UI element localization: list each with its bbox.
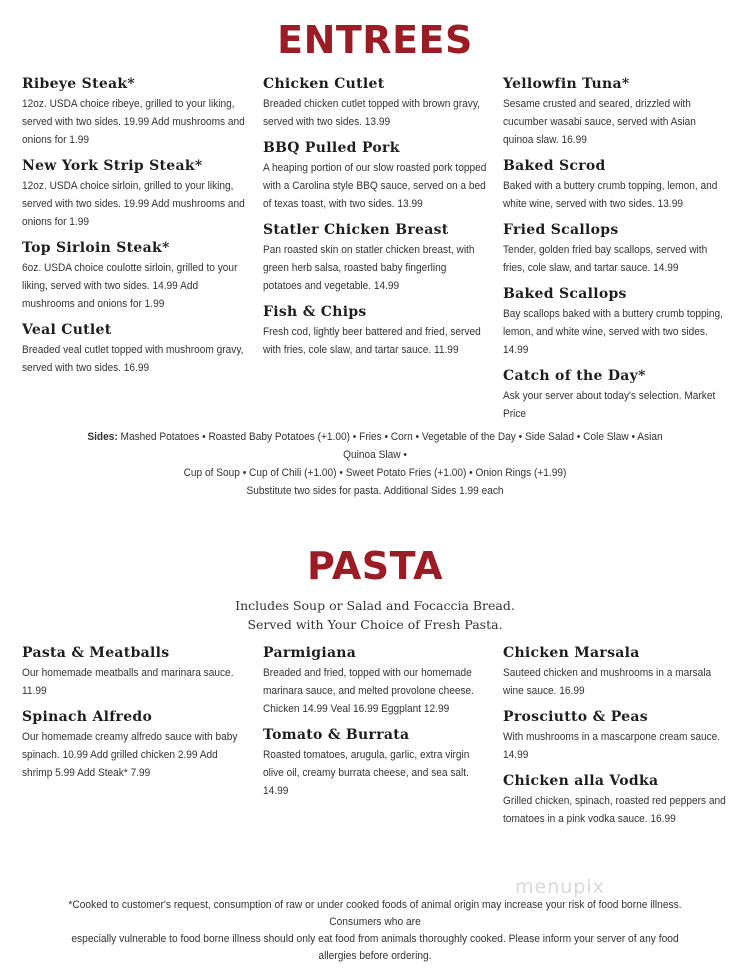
- menu-item: [263, 304, 489, 359]
- menu-item-name: Fish & Chips: [263, 304, 367, 320]
- menu-item: [503, 158, 729, 213]
- pasta-column-2: [263, 645, 489, 809]
- menu-item-description: 12oz. USDA choice sirloin, grilled to your liking, served with two sides. 19.99 Add mushrooms and onions for 1.99: [22, 180, 245, 228]
- pasta-heading: PASTA: [306, 544, 444, 588]
- menu-item-description: Bay scallops baked with a buttery crumb topping, lemon, and white wine, served with two sides. 14.99: [503, 308, 723, 356]
- menu-item: [263, 645, 489, 718]
- menu-item-name: BBQ Pulled Pork: [263, 140, 400, 156]
- sides-label: Sides:: [87, 431, 118, 443]
- menu-item-description: Our homemade creamy alfredo sauce with baby spinach. 10.99 Add grilled chicken 2.99 Add shrimp 5.99 Add Steak* 7.99: [22, 731, 238, 779]
- menu-item-name: Parmigiana: [263, 645, 357, 661]
- menu-item: [503, 773, 729, 828]
- menu-item-name: Chicken Marsala: [503, 645, 640, 661]
- menu-item-name: Baked Scrod: [503, 158, 606, 174]
- menu-item-description: Ask your server about today's selection. Market Price: [503, 390, 716, 420]
- entrees-column-3: [503, 76, 729, 432]
- menu-item-description: Sauteed chicken and mushrooms in a marsala wine sauce. 16.99: [503, 667, 712, 697]
- menu-item: [263, 76, 489, 131]
- menu-item-name: Yellowfin Tuna*: [503, 76, 630, 92]
- menu-item-name: Chicken Cutlet: [263, 76, 385, 92]
- menu-item-name: Fried Scallops: [503, 222, 619, 238]
- menu-item-description: Fresh cod, lightly beer battered and fried, served with fries, cole slaw, and tartar sauce. 11.99: [263, 326, 481, 356]
- menu-item-name: Spinach Alfredo: [22, 709, 153, 725]
- menu-item-name: Top Sirloin Steak*: [22, 240, 170, 256]
- menu-item-name: Ribeye Steak*: [22, 76, 136, 92]
- menu-item: [503, 709, 729, 764]
- menu-item: [263, 140, 489, 213]
- sides-block: [85, 428, 665, 500]
- menu-item: [22, 158, 248, 231]
- menu-item: [22, 76, 248, 149]
- menu-item-name: Prosciutto & Peas: [503, 709, 648, 725]
- sides-line-1: [85, 428, 665, 464]
- menu-item-description: With mushrooms in a mascarpone cream sauce. 14.99: [503, 731, 721, 761]
- menu-item-description: Breaded chicken cutlet topped with brown gravy, served with two sides. 13.99: [263, 98, 480, 128]
- pasta-intro-line-2: Served with Your Choice of Fresh Pasta.: [247, 617, 503, 632]
- menu-item-description: Roasted tomatoes, arugula, garlic, extra virgin olive oil, creamy burrata cheese, and sea salt. 14.99: [263, 749, 470, 797]
- menu-item-name: Pasta & Meatballs: [22, 645, 170, 661]
- menu-item-description: Sesame crusted and seared, drizzled with cucumber wasabi sauce, served with Asian quinoa slaw. 16.99: [503, 98, 696, 146]
- footnote-line-1: *Cooked to customer's request, consumption of raw or under cooked foods of animal origin may increase your risk of food borne illness. Consumers who are: [68, 899, 682, 928]
- entrees-column-1: [22, 76, 248, 386]
- menu-item-description: Baked with a buttery crumb topping, lemon, and white wine, served with two sides. 13.99: [503, 180, 718, 210]
- menu-item: [263, 222, 489, 295]
- menu-item: [22, 709, 248, 782]
- menu-item: [503, 286, 729, 359]
- menu-item: [22, 240, 248, 313]
- watermark-logo: menupix: [515, 876, 605, 898]
- menu-item-description: Our homemade meatballs and marinara sauce. 11.99: [22, 667, 234, 697]
- menu-item-description: Pan roasted skin on statler chicken breast, with green herb salsa, roasted baby fingerling potatoes and vegetable. 14.99: [263, 244, 475, 292]
- menu-item: [22, 322, 248, 377]
- footnote-line-2: especially vulnerable to food borne illness should only eat food from animals thoroughly cooked. Please inform your server of any food allergies before ordering.: [71, 933, 679, 962]
- pasta-intro: [0, 596, 750, 634]
- sides-note: Substitute two sides for pasta. Additional Sides 1.99 each: [246, 485, 504, 497]
- menu-item: [503, 645, 729, 700]
- menu-item-description: 6oz. USDA choice coulotte sirloin, grilled to your liking, served with two sides. 14.99 Add mushrooms and onions for 1.99: [22, 262, 238, 310]
- menu-item: [503, 76, 729, 149]
- menu-item-name: Baked Scallops: [503, 286, 627, 302]
- pasta-intro-line-1: Includes Soup or Salad and Focaccia Bread.: [235, 598, 515, 613]
- allergy-footnote: [54, 897, 696, 965]
- entrees-heading: ENTREES: [277, 18, 473, 62]
- pasta-column-1: [22, 645, 248, 791]
- sides-line-2: Cup of Soup • Cup of Chili (+1.00) • Sweet Potato Fries (+1.00) • Onion Rings (+1.99): [183, 467, 567, 479]
- menu-item-name: New York Strip Steak*: [22, 158, 203, 174]
- menu-item: [263, 727, 489, 800]
- menu-item-description: A heaping portion of our slow roasted pork topped with a Carolina style BBQ sauce, served on a bed of texas toast, with two sides. 13.99: [263, 162, 487, 210]
- menu-item-name: Catch of the Day*: [503, 368, 646, 384]
- menu-item-description: Breaded veal cutlet topped with mushroom gravy, served with two sides. 16.99: [22, 344, 244, 374]
- menu-item-description: 12oz. USDA choice ribeye, grilled to your liking, served with two sides. 19.99 Add mushrooms and onions for 1.99: [22, 98, 245, 146]
- menu-item-description: Grilled chicken, spinach, roasted red peppers and tomatoes in a pink vodka sauce. 16.99: [503, 795, 726, 825]
- menu-item-name: Chicken alla Vodka: [503, 773, 659, 789]
- pasta-column-3: [503, 645, 729, 837]
- menu-item: [503, 368, 729, 423]
- menu-item: [503, 222, 729, 277]
- menu-item-name: Veal Cutlet: [22, 322, 112, 338]
- entrees-column-2: [263, 76, 489, 368]
- menu-item-description: Tender, golden fried bay scallops, served with fries, cole slaw, and tartar sauce. 14.99: [503, 244, 708, 274]
- menu-item-description: Breaded and fried, topped with our homemade marinara sauce, and melted provolone cheese. Chicken 14.99 Veal 16.99 Eggplant 12.99: [263, 667, 474, 715]
- menu-item-name: Statler Chicken Breast: [263, 222, 449, 238]
- menu-item-name: Tomato & Burrata: [263, 727, 410, 743]
- sides-list-1: Mashed Potatoes • Roasted Baby Potatoes (+1.00) • Fries • Corn • Vegetable of the Day • Side Salad • Cole Slaw • Asian Quinoa Slaw •: [120, 431, 663, 461]
- menu-item: [22, 645, 248, 700]
